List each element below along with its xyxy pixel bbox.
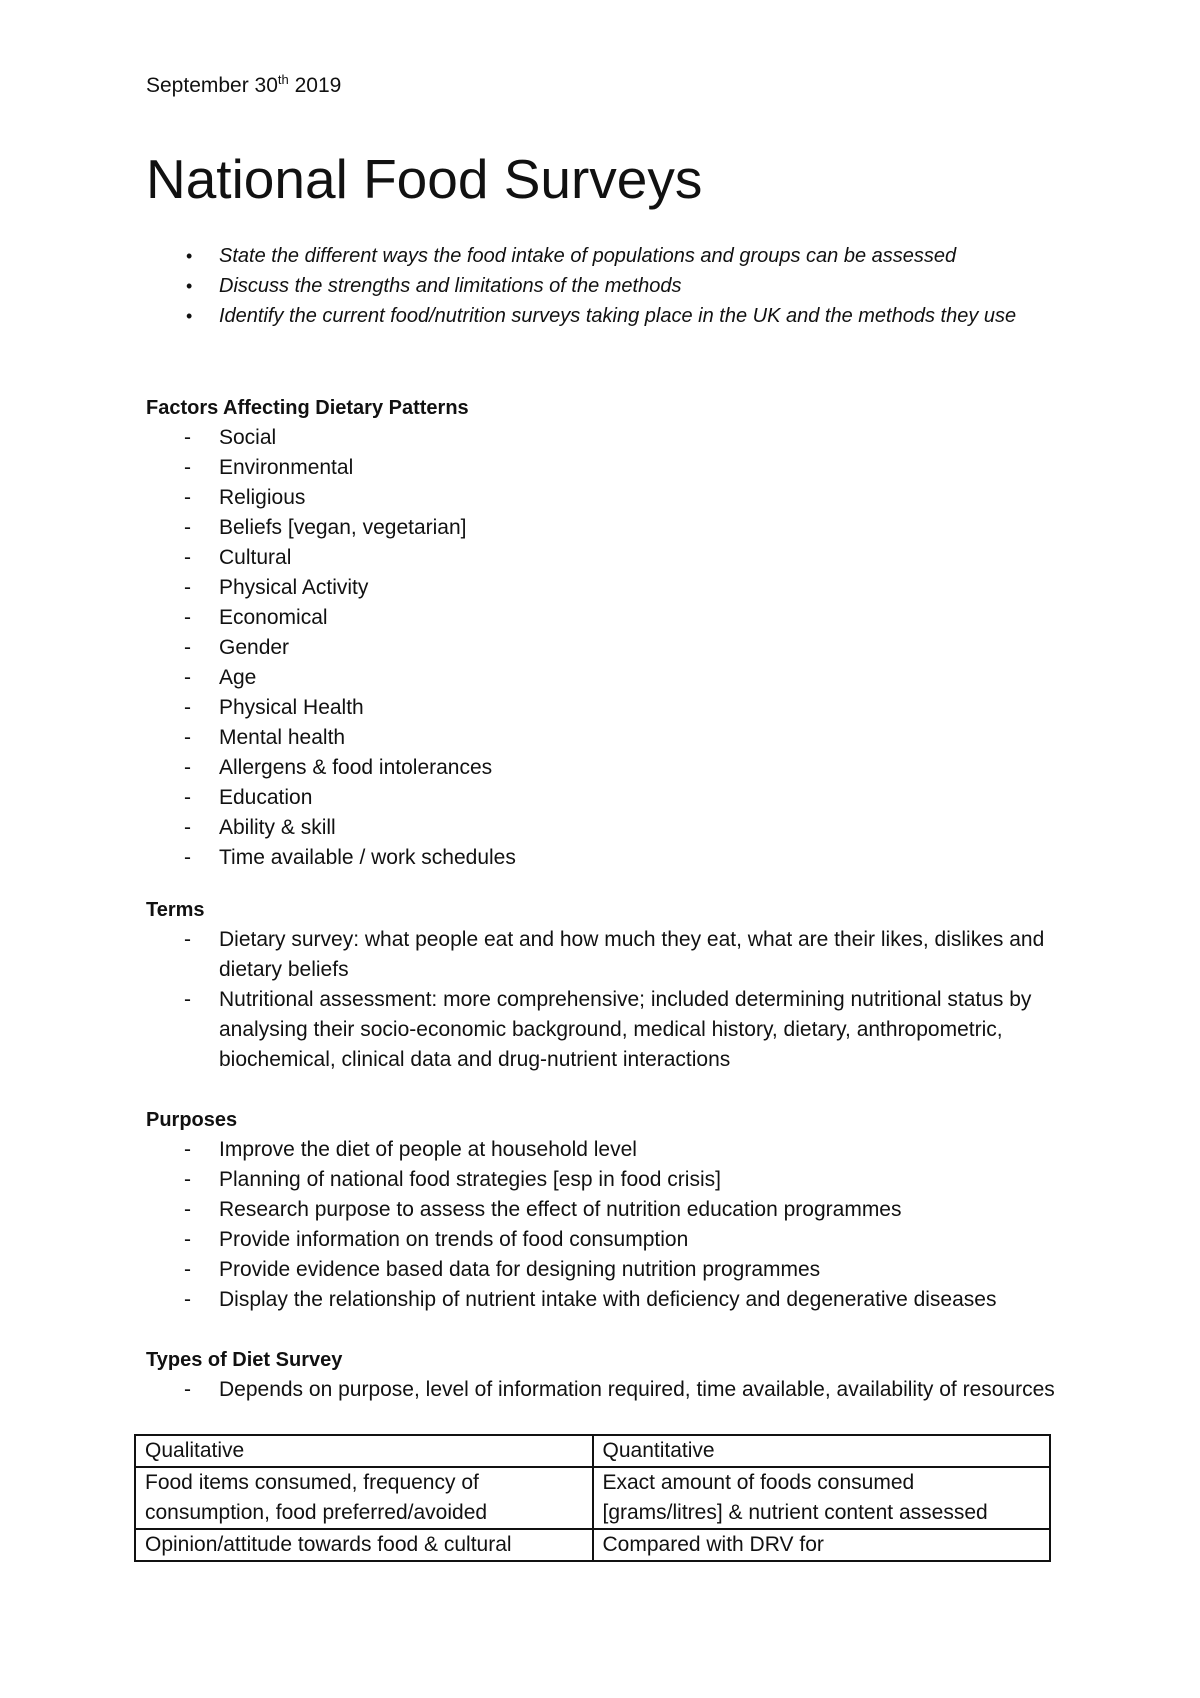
objective-item: [146, 301, 1076, 331]
list-item-text: Time available / work schedules: [219, 846, 516, 869]
date-suffix: th: [277, 72, 289, 87]
dash-icon: -: [184, 516, 191, 539]
list-item-text: Physical Activity: [219, 576, 369, 599]
objective-text: State the different ways the food intake of populations and groups can be assessed: [219, 245, 957, 267]
dash-icon: -: [184, 988, 191, 1011]
list-item-text: Gender: [219, 636, 290, 659]
factors-list: [146, 423, 1076, 873]
list-item-text: Display the relationship of nutrient intake with deficiency and degenerative diseases: [219, 1288, 997, 1311]
list-item-text: Research purpose to assess the effect of nutrition education programmes: [219, 1198, 902, 1221]
list-item-text: Age: [219, 666, 257, 689]
list-item-text: Provide evidence based data for designing nutrition programmes: [219, 1258, 821, 1281]
dash-icon: -: [184, 726, 191, 749]
list-item: [146, 693, 1076, 723]
table-header-cell: Quantitative: [593, 1435, 1051, 1467]
types-list: [146, 1375, 1076, 1405]
objective-text: Discuss the strengths and limitations of the methods: [219, 275, 682, 297]
list-item-text: Mental health: [219, 726, 346, 749]
dash-icon: -: [184, 846, 191, 869]
factors-heading: Factors Affecting Dietary Patterns: [146, 397, 469, 419]
list-item: [146, 543, 1076, 573]
list-item: [146, 633, 1076, 663]
list-item: [146, 573, 1076, 603]
dash-icon: -: [184, 696, 191, 719]
objective-text: Identify the current food/nutrition surveys taking place in the UK and the methods they use: [219, 305, 1017, 327]
dash-icon: -: [184, 786, 191, 809]
list-item: [146, 813, 1076, 843]
dash-icon: -: [184, 1228, 191, 1251]
table-row: [135, 1467, 1050, 1529]
factors-section: [146, 393, 1076, 873]
list-item-text: Provide information on trends of food consumption: [219, 1228, 689, 1251]
purposes-list: [146, 1135, 1076, 1315]
list-item-text: Nutritional assessment: more comprehensive; included determining nutritional status by analysing their socio-economic background, medical history, dietary, anthropometric, biochemical, clinical data and drug-nutrient interactions: [219, 988, 1032, 1071]
terms-section: [146, 895, 1076, 1075]
list-item: [146, 1285, 1076, 1315]
list-item: [146, 423, 1076, 453]
list-item-text: Depends on purpose, level of information required, time available, availability of resources: [219, 1378, 1055, 1401]
list-item-text: Dietary survey: what people eat and how much they eat, what are their likes, dislikes and dietary beliefs: [219, 928, 1045, 981]
date-text: September 30: [146, 74, 278, 97]
list-item: [146, 1225, 1076, 1255]
page-title: National Food Surveys: [146, 148, 703, 210]
table-header-row: [135, 1435, 1050, 1467]
types-section: [146, 1345, 1076, 1405]
list-item-text: Beliefs [vegan, vegetarian]: [219, 516, 467, 539]
bullet-icon: •: [186, 276, 193, 296]
list-item-text: Cultural: [219, 546, 292, 569]
list-item-text: Planning of national food strategies [esp in food crisis]: [219, 1168, 721, 1191]
dash-icon: -: [184, 928, 191, 951]
dash-icon: -: [184, 546, 191, 569]
list-item: [146, 843, 1076, 873]
table-cell: Opinion/attitude towards food & cultural: [135, 1529, 593, 1561]
dash-icon: -: [184, 1138, 191, 1161]
list-item: [146, 513, 1076, 543]
dash-icon: -: [184, 576, 191, 599]
list-item: [146, 753, 1076, 783]
list-item: [146, 1255, 1076, 1285]
list-item: [146, 1135, 1076, 1165]
dash-icon: -: [184, 1258, 191, 1281]
dash-icon: -: [184, 1378, 191, 1401]
list-item: [146, 783, 1076, 813]
list-item: [146, 663, 1076, 693]
dash-icon: -: [184, 1198, 191, 1221]
table-row: [135, 1529, 1050, 1561]
list-item: [146, 1375, 1076, 1405]
terms-list: [146, 925, 1076, 1075]
table-header-cell: Qualitative: [135, 1435, 593, 1467]
list-item: [146, 1165, 1076, 1195]
list-item-text: Education: [219, 786, 313, 809]
dash-icon: -: [184, 1288, 191, 1311]
objectives-list: [146, 241, 1076, 331]
list-item: [146, 453, 1076, 483]
bullet-icon: •: [186, 246, 193, 266]
list-item-text: Social: [219, 426, 277, 449]
list-item-text: Allergens & food intolerances: [219, 756, 493, 779]
table-cell: Food items consumed, frequency of consumption, food preferred/avoided: [135, 1467, 593, 1529]
table-cell: Compared with DRV for: [593, 1529, 1051, 1561]
dash-icon: -: [184, 456, 191, 479]
objective-item: [146, 241, 1076, 271]
list-item: [146, 1195, 1076, 1225]
list-item-text: Environmental: [219, 456, 354, 479]
dash-icon: -: [184, 486, 191, 509]
table-cell: Exact amount of foods consumed [grams/litres] & nutrient content assessed: [593, 1467, 1051, 1529]
list-item-text: Ability & skill: [219, 816, 336, 839]
document-date: [146, 72, 341, 100]
list-item-text: Economical: [219, 606, 328, 629]
list-item: [146, 483, 1076, 513]
dash-icon: -: [184, 1168, 191, 1191]
dash-icon: -: [184, 666, 191, 689]
list-item: [146, 723, 1076, 753]
list-item: [146, 603, 1076, 633]
diet-survey-table: [134, 1434, 1051, 1562]
purposes-heading: Purposes: [146, 1109, 238, 1131]
dash-icon: -: [184, 816, 191, 839]
list-item-text: Physical Health: [219, 696, 364, 719]
terms-heading: Terms: [146, 899, 205, 921]
list-item-text: Improve the diet of people at household level: [219, 1138, 637, 1161]
dash-icon: -: [184, 426, 191, 449]
purposes-section: [146, 1105, 1076, 1315]
types-heading: Types of Diet Survey: [146, 1349, 343, 1371]
bullet-icon: •: [186, 306, 193, 326]
date-year: 2019: [294, 74, 342, 97]
list-item: [146, 985, 1076, 1075]
list-item: [146, 925, 1076, 985]
dash-icon: -: [184, 636, 191, 659]
list-item-text: Religious: [219, 486, 306, 509]
objective-item: [146, 271, 1076, 301]
dash-icon: -: [184, 756, 191, 779]
dash-icon: -: [184, 606, 191, 629]
